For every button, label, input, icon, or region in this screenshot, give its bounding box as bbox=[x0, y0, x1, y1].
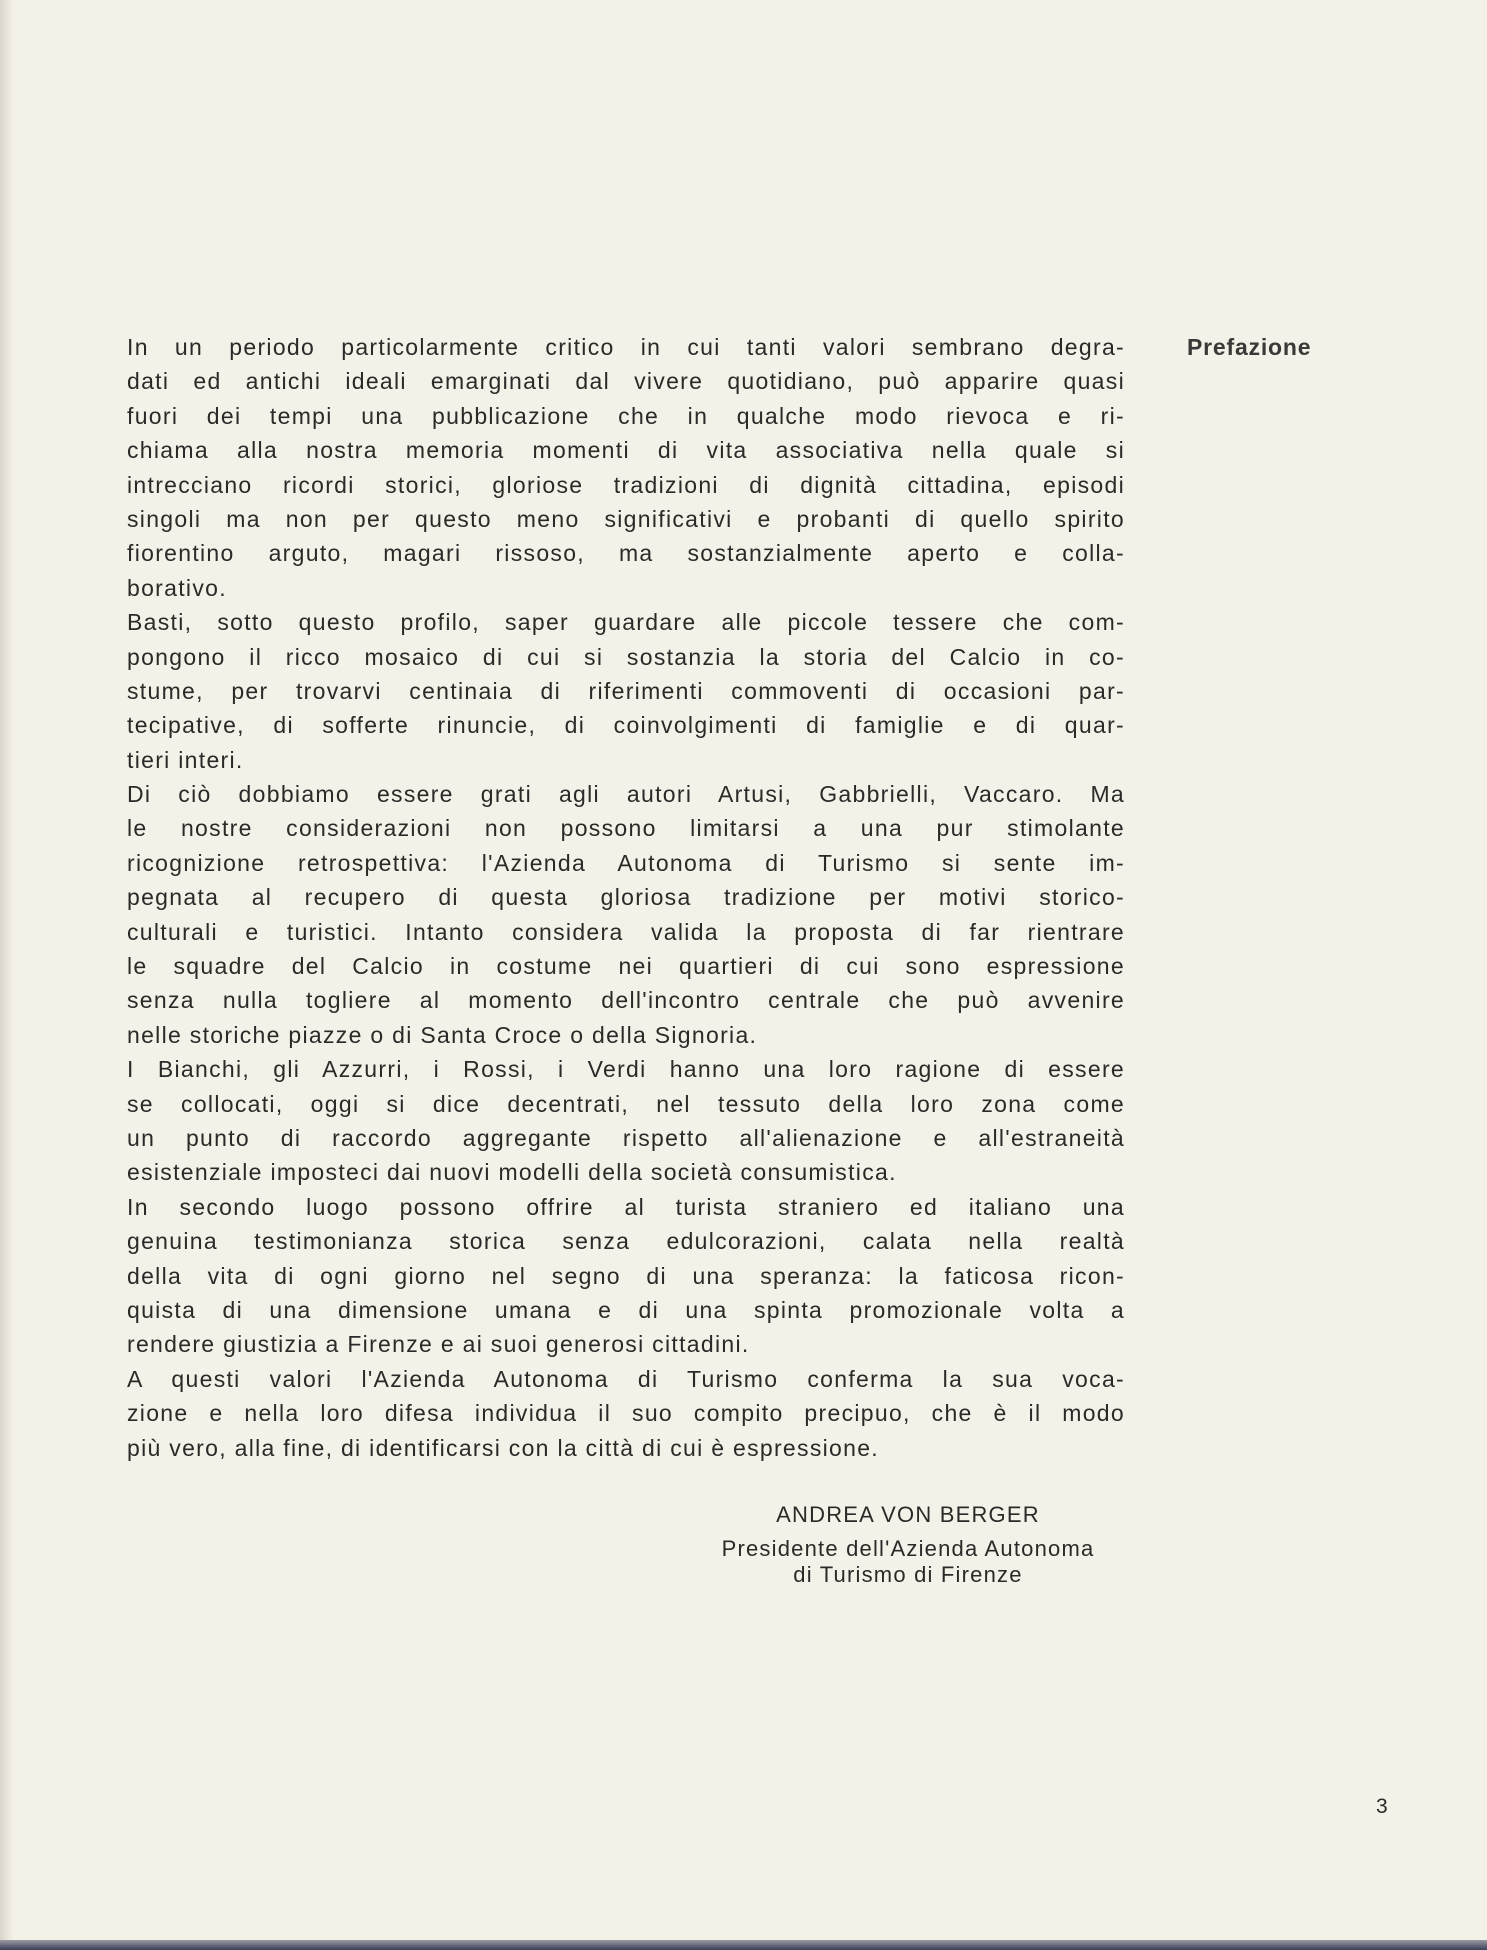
text-line: della vita di ogni giorno nel segno di una speranza: la faticosa ricon- bbox=[127, 1262, 1125, 1289]
text-line: quista di una dimensione umana e di una spinta promozionale volta a bbox=[127, 1296, 1125, 1323]
preface-body bbox=[127, 330, 1125, 1465]
text-line: intrecciano ricordi storici, gloriose tradizioni di dignità cittadina, episodi bbox=[127, 471, 1125, 498]
section-title: Prefazione bbox=[1187, 334, 1312, 360]
text-line: pegnata al recupero di questa gloriosa tradizione per motivi storico- bbox=[127, 884, 1125, 911]
page-number: 3 bbox=[1376, 1795, 1388, 1818]
text-line: nelle storiche piazze o di Santa Croce o della Signoria. bbox=[127, 1021, 758, 1048]
text-line: singoli ma non per questo meno significativi e probanti di quello spirito bbox=[127, 505, 1125, 532]
text-line: fiorentino arguto, magari rissoso, ma sostanzialmente aperto e colla- bbox=[127, 540, 1125, 567]
signature-name: ANDREA VON BERGER bbox=[776, 1502, 1040, 1527]
text-line: più vero, alla fine, di identificarsi con la città di cui è espressione. bbox=[127, 1434, 879, 1461]
text-line: se collocati, oggi si dice decentrati, nel tessuto della loro zona come bbox=[127, 1090, 1125, 1117]
page-edge-shadow bbox=[0, 0, 14, 1950]
text-line: senza nulla togliere al momento dell'incontro centrale che può avvenire bbox=[127, 987, 1125, 1014]
text-line: le nostre considerazioni non possono limitarsi a una pur stimolante bbox=[127, 815, 1125, 842]
text-line: zione e nella loro difesa individua il suo compito precipuo, che è il modo bbox=[127, 1400, 1125, 1427]
text-line: ricognizione retrospettiva: l'Azienda Autonoma di Turismo si sente im- bbox=[127, 849, 1125, 876]
text-line: le squadre del Calcio in costume nei quartieri di cui sono espressione bbox=[127, 953, 1125, 980]
text-line: tieri interi. bbox=[127, 746, 244, 773]
text-line: stume, per trovarvi centinaia di riferimenti commoventi di occasioni par- bbox=[127, 677, 1125, 704]
text-line: Basti, sotto questo profilo, saper guardare alle piccole tessere che com- bbox=[127, 609, 1125, 636]
text-line: In secondo luogo possono offrire al turista straniero ed italiano una bbox=[127, 1193, 1125, 1220]
text-line: dati ed antichi ideali emarginati dal vivere quotidiano, può apparire quasi bbox=[127, 368, 1125, 395]
signature-role-line2: di Turismo di Firenze bbox=[793, 1562, 1023, 1587]
signature-role-line1: Presidente dell'Azienda Autonoma bbox=[721, 1536, 1095, 1561]
text-line: genuina testimonianza storica senza edulcorazioni, calata nella realtà bbox=[127, 1228, 1125, 1255]
text-line: chiama alla nostra memoria momenti di vita associativa nella quale si bbox=[127, 437, 1125, 464]
text-line: tecipative, di sofferte rinuncie, di coinvolgimenti di famiglie e di quar- bbox=[127, 712, 1125, 739]
text-line: A questi valori l'Azienda Autonoma di Turismo conferma la sua voca- bbox=[127, 1365, 1125, 1392]
text-line: I Bianchi, gli Azzurri, i Rossi, i Verdi hanno una loro ragione di essere bbox=[127, 1056, 1125, 1083]
text-line: un punto di raccordo aggregante rispetto all'alienazione e all'estraneità bbox=[127, 1124, 1125, 1151]
text-line: In un periodo particolarmente critico in cui tanti valori sembrano degra- bbox=[127, 334, 1125, 360]
text-line: esistenziale imposteci dai nuovi modelli della società consumistica. bbox=[127, 1159, 897, 1186]
text-line: culturali e turistici. Intanto considera valida la proposta di far rientrare bbox=[127, 918, 1125, 945]
text-line: fuori dei tempi una pubblicazione che in qualche modo rievoca e ri- bbox=[127, 402, 1125, 429]
text-line: pongono il ricco mosaico di cui si sostanzia la storia del Calcio in co- bbox=[127, 643, 1125, 670]
text-line: borativo. bbox=[127, 574, 227, 601]
scan-bottom-border bbox=[0, 1940, 1487, 1950]
text-line: Di ciò dobbiamo essere grati agli autori Artusi, Gabbrielli, Vaccaro. Ma bbox=[127, 781, 1125, 808]
text-line: rendere giustizia a Firenze e ai suoi generosi cittadini. bbox=[127, 1331, 750, 1358]
